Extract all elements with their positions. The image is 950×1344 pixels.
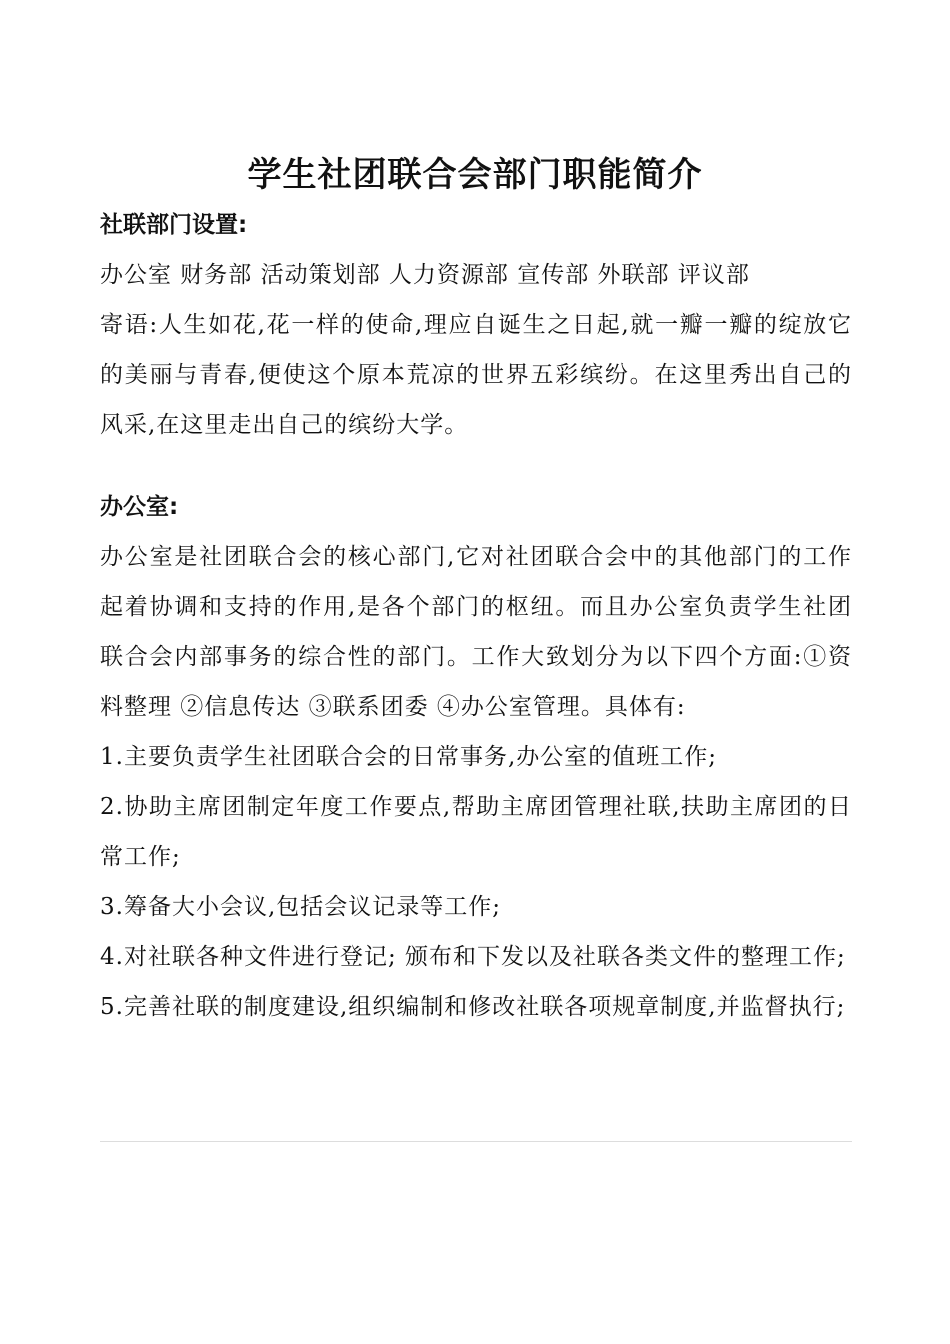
office-item-1: 1.主要负责学生社团联合会的日常事务,办公室的值班工作; — [100, 744, 718, 770]
document-body — [100, 200, 852, 1032]
office-intro: 办公室是社团联合会的核心部门,它对社团联合会中的其他部门的工作起着协调和支持的作用,是各个部门的枢纽。而且办公室负责学生社团联合会内部事务的综合性的部门。工作大致划分为以下四个方面:①资料整理 ②信息传达 ③联系团委 ④办公室管理。具体有: — [100, 544, 852, 720]
office-item-3: 3.筹备大小会议,包括会议记录等工作; — [100, 894, 502, 920]
page-divider — [100, 1141, 852, 1142]
department-list: 办公室 财务部 活动策划部 人力资源部 宣传部 外联部 评议部 — [100, 262, 750, 288]
office-item-4: 4.对社联各种文件进行登记; 颁布和下发以及社联各类文件的整理工作; — [100, 944, 846, 970]
office-item-2: 2.协助主席团制定年度工作要点,帮助主席团管理社联,扶助主席团的日常工作; — [100, 794, 852, 870]
document-title: 学生社团联合会部门职能简介 — [247, 155, 703, 195]
motto-paragraph: 寄语:人生如花,花一样的使命,理应自诞生之日起,就一瓣一瓣的绽放它的美丽与青春,便使这个原本荒凉的世界五彩缤纷。在这里秀出自己的风采,在这里走出自己的缤纷大学。 — [100, 312, 852, 438]
office-heading: 办公室: — [100, 494, 179, 520]
section-gap — [100, 450, 852, 482]
office-item-5: 5.完善社联的制度建设,组织编制和修改社联各项规章制度,并监督执行; — [100, 994, 846, 1020]
setup-heading: 社联部门设置: — [100, 212, 248, 238]
